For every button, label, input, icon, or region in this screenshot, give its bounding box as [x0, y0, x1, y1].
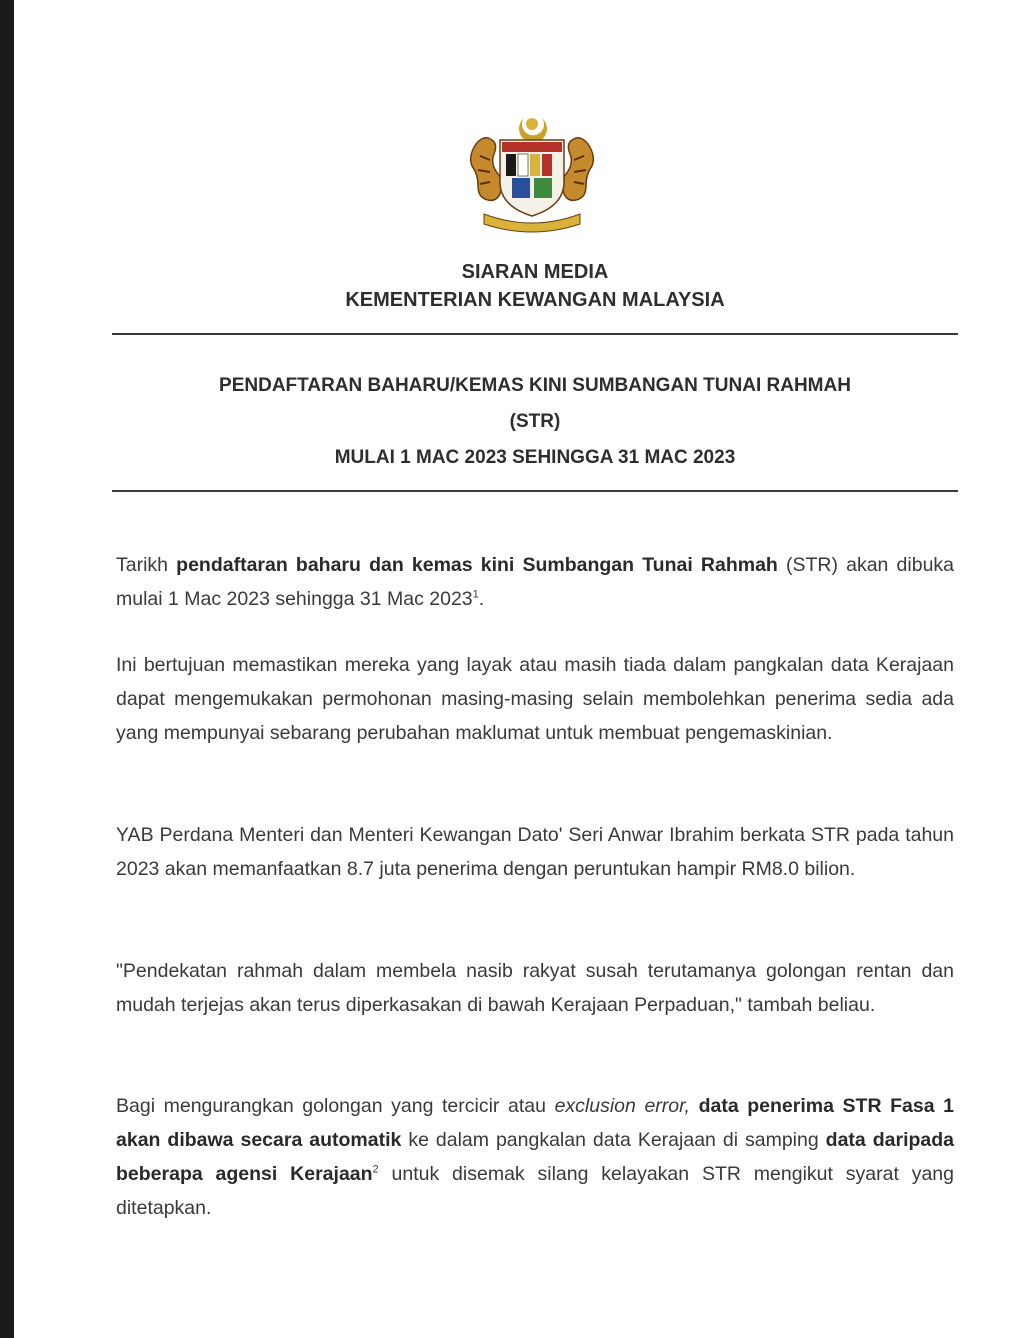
- p5-part4: untuk disemak silang kelayakan STR mengikut syarat yang ditetapkan.: [116, 1163, 954, 1219]
- paragraph-prime-minister: YAB Perdana Menteri dan Menteri Kewangan Dato' Seri Anwar Ibrahim berkata STR pada tahun 2023 akan memanfaatkan 8.7 juta penerima dengan peruntukan hampir RM8.0 bilion.: [116, 824, 954, 880]
- media-header-line2: KEMENTERIAN KEWANGAN MALAYSIA: [345, 289, 725, 311]
- footnote-ref-1: 1: [472, 588, 479, 601]
- paragraph-exclusion-error: [116, 1089, 954, 1225]
- header-divider-bottom: [112, 490, 958, 492]
- p5-part2: [690, 1095, 699, 1117]
- p5-part3: ke dalam pangkalan data Kerajaan di samping: [401, 1129, 826, 1151]
- p1-end: .: [478, 588, 485, 610]
- p5-bold2: data daripada beberapa agensi Kerajaan: [116, 1129, 955, 1185]
- media-header-line1: SIARAN MEDIA: [461, 261, 609, 283]
- subject-line3: MULAI 1 MAC 2023 SEHINGGA 31 MAC 2023: [334, 447, 736, 468]
- p5-italic: exclusion error,: [554, 1095, 690, 1117]
- paragraph-registration-date: [116, 548, 954, 616]
- subject-line2: (STR): [509, 411, 561, 432]
- subject-block: [110, 368, 960, 476]
- media-header: [110, 258, 960, 314]
- p1-prefix: Tarikh: [116, 554, 177, 576]
- p1-suffix: (STR) akan dibuka mulai 1 Mac 2023 sehingga 31 Mac 2023: [116, 554, 955, 610]
- p5-part1: Bagi mengurangkan golongan yang tercicir atau: [116, 1095, 555, 1117]
- header-divider-top: [112, 333, 958, 335]
- left-edge-border: [0, 0, 14, 1338]
- paragraph-purpose: Ini bertujuan memastikan mereka yang layak atau masih tiada dalam pangkalan data Kerajaan dapat mengemukakan permohonan masing-masing selain membolehkan penerima sedia ada yang mempunyai sebarang perubahan maklumat untuk membuat pengemaskinian.: [116, 654, 954, 744]
- paragraph-quote: "Pendekatan rahmah dalam membela nasib rakyat susah terutamanya golongan rentan dan mudah terjejas akan terus diperkasakan di bawah Kerajaan Perpaduan," tambah beliau.: [116, 960, 954, 1016]
- p5-bold1: data penerima STR Fasa 1 akan dibawa secara automatik: [116, 1095, 955, 1151]
- subject-line1: PENDAFTARAN BAHARU/KEMAS KINI SUMBANGAN TUNAI RAHMAH: [219, 375, 851, 396]
- footnote-ref-2: 2: [372, 1163, 379, 1176]
- p1-bold: pendaftaran baharu dan kemas kini Sumbangan Tunai Rahmah: [176, 554, 778, 576]
- malaysia-coat-of-arms-icon: [458, 110, 606, 234]
